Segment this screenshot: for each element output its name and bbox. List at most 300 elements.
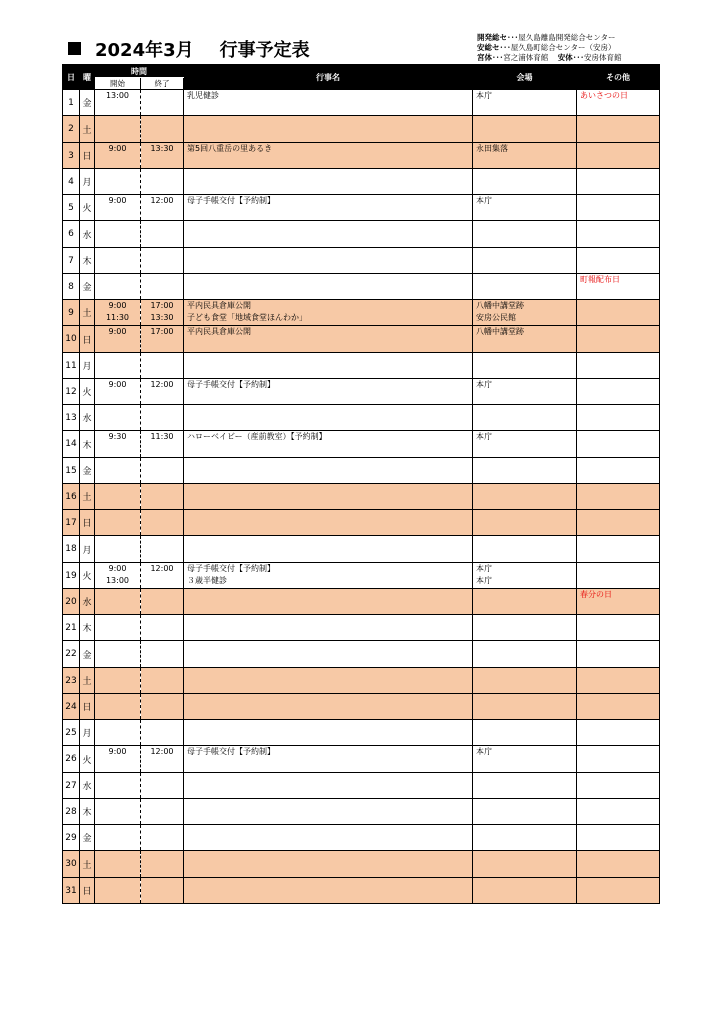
venue-cell-line: 本庁	[476, 564, 492, 573]
event-cell	[184, 851, 473, 878]
table-row	[63, 878, 660, 904]
start-time-cell-line: 13:00	[105, 91, 130, 100]
day-cell-text: 2	[68, 124, 74, 134]
weekday-cell	[80, 300, 95, 326]
table-row	[63, 274, 660, 300]
note-cell	[577, 878, 660, 904]
note-cell	[577, 720, 660, 746]
weekday-cell-text: 月	[82, 178, 92, 188]
table-row	[63, 116, 660, 143]
day-cell	[63, 90, 80, 116]
table-row	[63, 589, 660, 615]
end-time-cell	[141, 195, 184, 221]
start-time-cell	[95, 405, 141, 431]
venue-cell	[473, 353, 577, 379]
start-time-cell	[95, 536, 141, 563]
event-cell	[184, 274, 473, 300]
venue-cell	[473, 563, 577, 589]
note-cell	[577, 563, 660, 589]
day-cell-text: 4	[68, 176, 74, 187]
start-time-cell	[95, 773, 141, 799]
weekday-cell-text: 木	[82, 624, 92, 634]
event-cell	[184, 746, 473, 773]
table-row	[63, 615, 660, 641]
weekday-cell	[80, 169, 95, 195]
start-time-cell	[95, 274, 141, 300]
day-cell-text: 30	[65, 859, 77, 869]
end-time-cell	[141, 300, 184, 326]
end-time-cell-line: 11:30	[150, 432, 174, 441]
day-cell-text: 9	[68, 307, 74, 318]
table-row	[63, 773, 660, 799]
venue-cell-line: 永田集落	[476, 144, 508, 153]
note-cell	[577, 746, 660, 773]
weekday-cell	[80, 221, 95, 248]
day-cell	[63, 536, 80, 563]
start-time-cell-line: 9:00	[108, 747, 127, 756]
end-time-cell	[141, 694, 184, 720]
start-time-cell	[95, 221, 141, 248]
day-cell	[63, 431, 80, 458]
venue-cell	[473, 746, 577, 773]
day-cell	[63, 720, 80, 746]
event-cell	[184, 458, 473, 484]
event-cell	[184, 326, 473, 353]
end-time-cell-line: 17:00	[150, 327, 174, 336]
note-cell-text: 町報配布日	[580, 275, 620, 284]
note-cell	[577, 169, 660, 195]
weekday-cell-text: 日	[82, 519, 92, 529]
event-cell	[184, 195, 473, 221]
weekday-cell	[80, 143, 95, 169]
start-time-cell-line: 9:00	[108, 327, 127, 336]
day-cell-text: 5	[68, 202, 74, 213]
end-time-cell-line: 13:30	[150, 144, 174, 153]
day-cell-text: 23	[65, 675, 77, 686]
start-time-cell	[95, 510, 141, 536]
venue-cell	[473, 274, 577, 300]
start-time-cell	[95, 326, 141, 353]
venue-cell	[473, 379, 577, 405]
venue-cell	[473, 116, 577, 143]
event-cell	[184, 668, 473, 694]
event-cell-line: 平内民具倉庫公開	[187, 327, 251, 336]
start-time-cell	[95, 300, 141, 326]
table-row	[63, 431, 660, 458]
weekday-cell-text: 金	[82, 834, 92, 844]
venue-cell	[473, 221, 577, 248]
note-cell	[577, 668, 660, 694]
venue-cell	[473, 300, 577, 326]
start-time-cell	[95, 825, 141, 851]
weekday-cell-text: 火	[82, 572, 92, 582]
weekday-cell-text: 月	[82, 729, 92, 739]
venue-cell-line: 本庁	[476, 747, 492, 756]
venue-cell	[473, 615, 577, 641]
venue-cell	[473, 536, 577, 563]
weekday-cell-text: 木	[82, 440, 92, 451]
day-cell-text: 24	[65, 701, 77, 712]
legend-line: 宮体･･･宮之浦体育館 安体･･･安房体育館	[477, 53, 622, 62]
end-time-cell	[141, 746, 184, 773]
end-time-cell	[141, 379, 184, 405]
venue-cell	[473, 668, 577, 694]
day-cell	[63, 195, 80, 221]
start-time-cell	[95, 615, 141, 641]
weekday-cell	[80, 379, 95, 405]
event-cell-line: 母子手帳交付【予約制】	[187, 747, 275, 756]
day-cell	[63, 851, 80, 878]
venue-cell	[473, 720, 577, 746]
note-cell	[577, 431, 660, 458]
start-time-cell	[95, 668, 141, 694]
event-cell-line: 母子手帳交付【予約制】	[187, 564, 275, 573]
venue-cell-line: 本庁	[476, 432, 492, 441]
end-time-cell-line: 12:00	[150, 564, 174, 573]
start-time-cell	[95, 851, 141, 878]
event-cell	[184, 221, 473, 248]
venue-cell	[473, 851, 577, 878]
note-cell-text: あいさつの日	[580, 91, 628, 100]
note-cell	[577, 773, 660, 799]
event-cell	[184, 799, 473, 825]
start-time-cell-line: 9:00	[108, 196, 127, 205]
note-cell	[577, 405, 660, 431]
note-cell	[577, 799, 660, 825]
weekday-cell	[80, 563, 95, 589]
weekday-cell	[80, 825, 95, 851]
weekday-cell	[80, 589, 95, 615]
weekday-cell-text: 日	[82, 152, 92, 162]
event-cell	[184, 431, 473, 458]
venue-cell	[473, 589, 577, 615]
event-cell	[184, 90, 473, 116]
event-cell-line: 第5回八重岳の里あるき	[187, 144, 273, 153]
end-time-cell	[141, 799, 184, 825]
end-time-cell	[141, 248, 184, 274]
venue-cell-line: 本庁	[476, 196, 492, 205]
weekday-cell-text: 水	[82, 598, 92, 608]
table-row	[63, 563, 660, 589]
weekday-cell-text: 火	[82, 755, 92, 766]
weekday-cell	[80, 746, 95, 773]
table-row	[63, 668, 660, 694]
note-cell	[577, 589, 660, 615]
venue-cell-line: 本庁	[476, 91, 492, 100]
start-time-cell-line: 9:00	[108, 144, 127, 153]
weekday-cell-text: 金	[82, 283, 92, 293]
weekday-cell-text: 火	[82, 388, 92, 398]
day-cell-text: 13	[65, 412, 77, 423]
note-cell	[577, 694, 660, 720]
day-cell-text: 26	[65, 754, 77, 764]
event-cell-line: ハローベイビー（産前教室）【予約制】	[187, 432, 327, 441]
venue-cell	[473, 458, 577, 484]
table-row	[63, 90, 660, 116]
note-cell	[577, 484, 660, 510]
end-time-cell	[141, 143, 184, 169]
start-time-cell	[95, 746, 141, 773]
end-time-cell-line: 12:00	[150, 380, 174, 389]
day-cell	[63, 825, 80, 851]
table-row	[63, 720, 660, 746]
table-row	[63, 694, 660, 720]
table-row	[63, 143, 660, 169]
day-cell-text: 16	[65, 491, 77, 502]
venue-cell-line: 八幡中講堂跡	[476, 327, 524, 336]
weekday-cell-text: 金	[82, 467, 92, 477]
start-time-cell	[95, 431, 141, 458]
day-cell	[63, 878, 80, 904]
table-row	[63, 221, 660, 248]
venue-cell-line: 本庁	[476, 380, 492, 389]
end-time-cell	[141, 720, 184, 746]
start-time-cell	[95, 195, 141, 221]
weekday-cell	[80, 431, 95, 458]
header-day: 日	[63, 65, 80, 90]
table-row	[63, 169, 660, 195]
schedule-table	[62, 64, 660, 904]
day-cell-text: 18	[65, 544, 77, 554]
weekday-cell	[80, 510, 95, 536]
event-cell-line: 子ども食堂「地域食堂ほんわか」	[187, 313, 307, 322]
day-cell-text: 28	[65, 806, 77, 817]
event-cell	[184, 641, 473, 668]
note-cell	[577, 536, 660, 563]
day-cell-text: 25	[65, 727, 77, 738]
start-time-cell	[95, 720, 141, 746]
header-other: その他	[577, 65, 660, 90]
weekday-cell	[80, 878, 95, 904]
page-title	[68, 36, 310, 62]
event-cell-line: 母子手帳交付【予約制】	[187, 380, 275, 389]
event-cell	[184, 116, 473, 143]
day-cell-text: 12	[65, 386, 77, 397]
venue-legend	[477, 33, 622, 63]
event-cell	[184, 825, 473, 851]
venue-cell	[473, 169, 577, 195]
venue-cell	[473, 641, 577, 668]
weekday-cell	[80, 694, 95, 720]
start-time-cell	[95, 878, 141, 904]
event-cell	[184, 143, 473, 169]
venue-cell	[473, 326, 577, 353]
table-row	[63, 484, 660, 510]
table-row	[63, 510, 660, 536]
day-cell	[63, 116, 80, 143]
end-time-cell	[141, 668, 184, 694]
end-time-cell	[141, 878, 184, 904]
start-time-cell	[95, 143, 141, 169]
venue-cell	[473, 248, 577, 274]
day-cell	[63, 668, 80, 694]
day-cell-text: 6	[68, 229, 74, 239]
note-cell	[577, 326, 660, 353]
day-cell-text: 22	[65, 649, 77, 659]
end-time-cell	[141, 589, 184, 615]
note-cell-text: 春分の日	[580, 590, 612, 599]
event-cell	[184, 300, 473, 326]
venue-cell	[473, 799, 577, 825]
event-cell	[184, 720, 473, 746]
start-time-cell-line: 9:30	[108, 432, 127, 441]
end-time-cell	[141, 326, 184, 353]
day-cell	[63, 563, 80, 589]
end-time-cell	[141, 615, 184, 641]
weekday-cell	[80, 405, 95, 431]
day-cell-text: 8	[68, 281, 74, 292]
day-cell	[63, 773, 80, 799]
day-cell	[63, 694, 80, 720]
table-row	[63, 195, 660, 221]
note-cell	[577, 641, 660, 668]
weekday-cell-text: 日	[82, 335, 92, 346]
weekday-cell	[80, 641, 95, 668]
header-time: 時間	[95, 65, 184, 78]
end-time-cell	[141, 169, 184, 195]
venue-cell-line: 八幡中講堂跡	[476, 301, 524, 310]
note-cell	[577, 825, 660, 851]
table-row	[63, 405, 660, 431]
note-cell	[577, 615, 660, 641]
event-cell	[184, 694, 473, 720]
day-cell	[63, 589, 80, 615]
table-row	[63, 641, 660, 668]
start-time-cell	[95, 458, 141, 484]
start-time-cell	[95, 353, 141, 379]
venue-cell	[473, 195, 577, 221]
note-cell	[577, 274, 660, 300]
start-time-cell-line: 9:00	[108, 380, 127, 389]
event-cell	[184, 589, 473, 615]
start-time-cell	[95, 694, 141, 720]
table-row	[63, 458, 660, 484]
note-cell	[577, 851, 660, 878]
start-time-cell	[95, 641, 141, 668]
start-time-cell-line: 13:00	[105, 576, 130, 585]
end-time-cell	[141, 510, 184, 536]
weekday-cell	[80, 484, 95, 510]
start-time-cell	[95, 563, 141, 589]
weekday-cell	[80, 326, 95, 353]
header-end: 終了	[141, 78, 184, 90]
day-cell-text: 1	[68, 97, 74, 108]
weekday-cell-text: 土	[82, 309, 92, 319]
end-time-cell	[141, 536, 184, 563]
table-row	[63, 353, 660, 379]
start-time-cell	[95, 484, 141, 510]
weekday-cell	[80, 274, 95, 300]
venue-cell	[473, 510, 577, 536]
table-row	[63, 248, 660, 274]
weekday-cell-text: 土	[82, 125, 92, 136]
event-cell-line: 乳児健診	[187, 91, 219, 100]
day-cell	[63, 169, 80, 195]
day-cell	[63, 326, 80, 353]
end-time-cell	[141, 458, 184, 484]
weekday-cell-text: 土	[82, 860, 92, 871]
event-cell-line: ３歳半健診	[187, 576, 227, 585]
weekday-cell	[80, 195, 95, 221]
header-start: 開始	[95, 78, 141, 90]
event-cell	[184, 379, 473, 405]
end-time-cell	[141, 851, 184, 878]
day-cell	[63, 615, 80, 641]
table-row	[63, 536, 660, 563]
table-row	[63, 300, 660, 326]
legend-line: 安総セ･･･屋久島町総合センター（安房）	[477, 43, 616, 52]
end-time-cell	[141, 274, 184, 300]
weekday-cell-text: 月	[82, 362, 92, 372]
weekday-cell	[80, 615, 95, 641]
venue-cell-line: 安房公民館	[476, 313, 516, 322]
note-cell	[577, 458, 660, 484]
end-time-cell	[141, 405, 184, 431]
day-cell-text: 17	[65, 517, 77, 528]
venue-cell	[473, 143, 577, 169]
day-cell-text: 3	[68, 150, 74, 161]
weekday-cell	[80, 720, 95, 746]
start-time-cell-line: 9:00	[108, 301, 127, 310]
venue-cell-line: 本庁	[476, 576, 492, 585]
event-cell	[184, 484, 473, 510]
day-cell-text: 20	[65, 596, 77, 607]
legend-line: 開発総セ･･･屋久島離島開発総合センター	[477, 33, 616, 42]
event-cell	[184, 405, 473, 431]
table-row	[63, 851, 660, 878]
weekday-cell-text: 木	[82, 808, 92, 818]
day-cell-text: 7	[68, 255, 74, 266]
day-cell	[63, 484, 80, 510]
event-cell-line: 母子手帳交付【予約制】	[187, 196, 275, 205]
event-cell-line: 平内民具倉庫公開	[187, 301, 251, 310]
event-cell	[184, 248, 473, 274]
start-time-cell	[95, 589, 141, 615]
end-time-cell-line: 17:00	[150, 301, 174, 310]
table-row	[63, 379, 660, 405]
day-cell-text: 29	[65, 832, 77, 843]
start-time-cell	[95, 248, 141, 274]
event-cell	[184, 878, 473, 904]
end-time-cell	[141, 773, 184, 799]
header-event: 行事名	[184, 65, 473, 90]
event-cell	[184, 536, 473, 563]
weekday-cell	[80, 799, 95, 825]
weekday-cell-text: 日	[82, 703, 92, 713]
start-time-cell	[95, 799, 141, 825]
event-cell	[184, 169, 473, 195]
venue-cell	[473, 405, 577, 431]
weekday-cell	[80, 458, 95, 484]
venue-cell	[473, 825, 577, 851]
start-time-cell	[95, 116, 141, 143]
day-cell	[63, 799, 80, 825]
note-cell	[577, 353, 660, 379]
start-time-cell	[95, 90, 141, 116]
weekday-cell-text: 日	[82, 887, 92, 897]
weekday-cell-text: 金	[82, 99, 92, 109]
end-time-cell-line: 12:00	[150, 747, 174, 756]
table-row	[63, 799, 660, 825]
venue-cell	[473, 694, 577, 720]
event-cell	[184, 353, 473, 379]
day-cell	[63, 458, 80, 484]
note-cell	[577, 195, 660, 221]
end-time-cell-line: 12:00	[150, 196, 174, 205]
weekday-cell-text: 木	[82, 257, 92, 267]
day-cell-text: 27	[65, 780, 77, 791]
end-time-cell	[141, 563, 184, 589]
